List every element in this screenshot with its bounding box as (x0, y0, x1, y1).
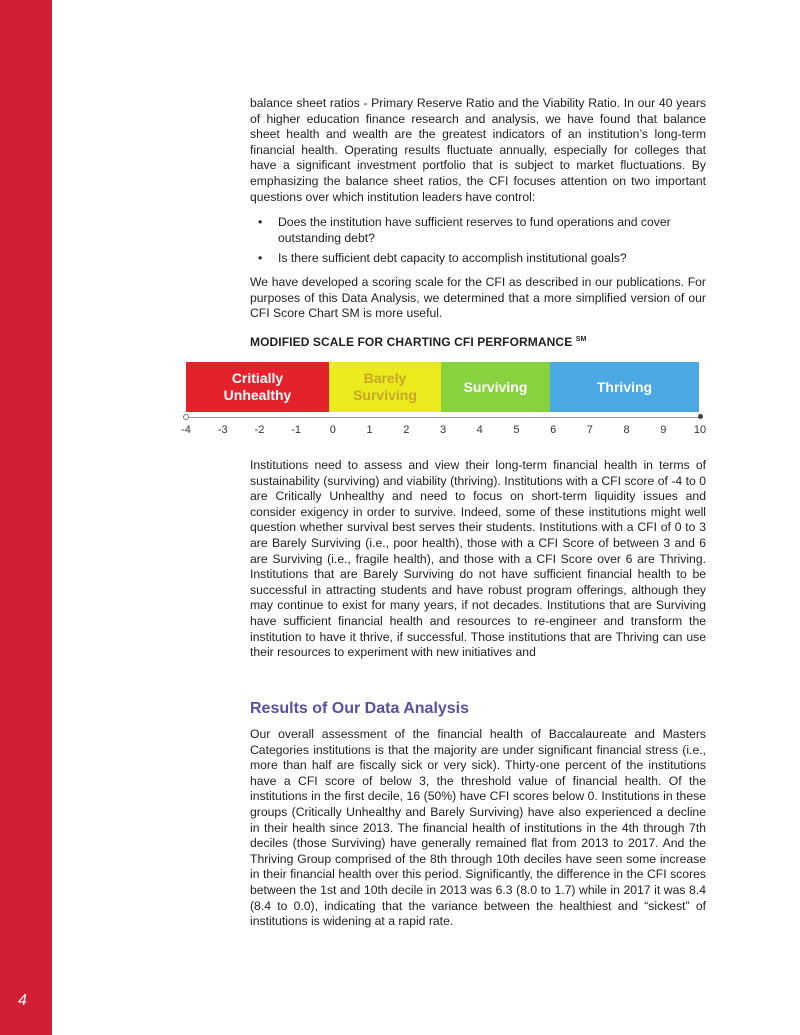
scale-axis (186, 417, 700, 418)
assessment-paragraph: Institutions need to assess and view their long-term financial health in terms of sustainability (surviving) and viability (thriving). Institutions with a CFI score of -4 to 0 are Critically Unhealthy and need to focus on short-term liquidity issues and consider exigency in order to survive. Indeed, some of these institutions might well question whether survival best serves their students. Institutions with a CFI of 0 to 3 are Barely Surviving (i.e., poor health), those with a CFI Score of between 3 and 6 are Surviving (i.e., fragile health), and those with a CFI Score over 6 are Thriving. Institutions that are Barely Surviving do not have sufficient financial health to be successful in attracting students and have robust program offerings, although they may continue to exist for many years, if not decades. Institutions that are Surviving have sufficient financial health and resources to re-engineer and transform the institution to have it thrive, if successful. Those institutions that are Thriving can use their resources to experiment with new initiatives and (250, 458, 706, 660)
segment-barely-surviving: Barely Surviving (329, 362, 441, 412)
tick-label: 3 (439, 424, 447, 436)
tick-label: 6 (550, 424, 557, 436)
tick-label: -2 (254, 424, 265, 436)
results-paragraph: Our overall assessment of the financial health of Baccalaureate and Masters Categories institutions is that the majority are under significant financial stress (i.e., more than half are fiscally sick or very sick). Thirty-one percent of the institutions have a CFI score of below 3, the threshold value of financial health. Of the institutions in the first decile, 16 (50%) have CFI scores below 0. Institutions in these groups (Critically Unhealthy and Barely Surviving) have also experienced a decline in their health since 2013. The financial health of institutions in the 4th through 7th deciles (those Surviving) have generally remained flat from 2013 to 2017. And the Thriving Group comprised of the 8th through 10th deciles have seen some increase in their financial health over this period. Significantly, the difference in the CFI scores between the 1st and 10th decile in 2013 was 6.3 (8.0 to 1.7) while in 2017 it was 8.4 (8.4 to 0.0), indicating that the variance between the healthiest and “sickest” of institutions is widening at a rapid rate. (250, 727, 706, 929)
question-list (258, 215, 706, 272)
scale-heading: MODIFIED SCALE FOR CHARTING CFI PERFORMANCE ℠ (250, 335, 587, 349)
segment-critically-unhealthy: Critially Unhealthy (186, 362, 329, 412)
bullet-icon: • (258, 215, 263, 229)
page-number: 4 (18, 992, 27, 1009)
bullet-icon: • (258, 251, 263, 266)
tick-label: 1 (366, 424, 373, 436)
list-item: • Is there sufficient debt capacity to accomplish institutional goals? (258, 251, 627, 266)
axis-start-marker (183, 414, 189, 420)
tick-label: 0 (329, 424, 336, 436)
tick-label: 8 (623, 424, 630, 436)
intro-paragraph: balance sheet ratios - Primary Reserve Ratio and the Viability Ratio. In our 40 years of higher education finance research and analysis, we have found that balance sheet health and wealth are the greatest indicators of an institution’s long-term financial health. Operating results fluctuate annually, especially for colleges that have a significant investment portfolio that is subject to market fluctuations. By emphasizing the balance sheet ratios, the CFI focuses attention on two important questions over which institution leaders have control: (250, 96, 706, 204)
tick-label: 5 (513, 424, 520, 436)
service-mark: SM (575, 336, 587, 343)
tick-label: 9 (660, 424, 667, 436)
segment-surviving: Surviving (441, 362, 550, 412)
tick-label: 7 (586, 424, 593, 436)
axis-end-marker (698, 414, 703, 419)
list-item: • Does the institution have sufficient reserves to fund operations and cover outstanding debt? (258, 215, 671, 245)
segment-thriving: Thriving (550, 362, 699, 412)
sidebar-band (0, 0, 52, 1035)
tick-label: -3 (217, 424, 228, 436)
scoring-paragraph: We have developed a scoring scale for the CFI as described in our publications. For purposes of this Data Analysis, we determined that a more simplified version of our CFI Score Chart SM is more useful. (250, 275, 706, 321)
cfi-scale (180, 360, 710, 440)
tick-label: -1 (291, 424, 302, 436)
tick-label: 4 (476, 424, 483, 436)
section-heading: Results of Our Data Analysis (250, 700, 470, 717)
tick-label: 2 (403, 424, 410, 436)
tick-label: -4 (181, 424, 191, 436)
tick-label: 10 (693, 424, 707, 436)
